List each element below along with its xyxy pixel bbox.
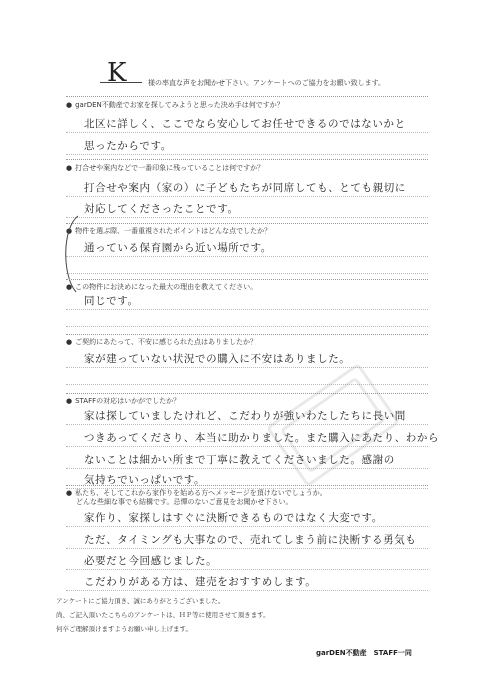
divider (66, 159, 428, 160)
question-3-text: 物件を選ぶ際、一番重視されたポイントはどんな点でしたか？ (75, 227, 272, 235)
answer-7-line-3: 必要だと今回感じました。 (84, 555, 218, 567)
answer-rule (66, 526, 428, 527)
answer-rule (66, 132, 428, 133)
answer-rule (66, 590, 428, 591)
question-5-text: ご契約にあたって、不安に感じられた点はありましたか？ (75, 338, 257, 346)
answer-4-line-1: 同じです。 (84, 295, 139, 307)
answer-6-line-3: ないことは細かい所まで丁寧に教えてくださいました。感謝の (84, 454, 395, 466)
answer-rule (66, 326, 428, 327)
footer-usage-note: 尚、ご記入頂いたこちらのアンケートは、ＨＰ等に使用させて頂きます。 (56, 611, 270, 619)
answer-6-line-1: 家は探していましたけれど、こだわりが強いわたしたちに長い間 (84, 410, 406, 422)
answer-6-line-4: 気持ちでいっぱいです。 (84, 474, 206, 486)
answer-rule (66, 309, 428, 310)
question-6: ● STAFFの対応はいかがでしたか？ (66, 397, 181, 405)
footer-thanks: アンケートにご協力頂き、誠にありがとうございました。 (56, 597, 225, 605)
answer-rule (66, 569, 428, 570)
answer-rule (66, 196, 428, 197)
footer-request: 何卒ご理解頂けますようお願い申し上げます。 (56, 625, 192, 633)
intro-text: 様の率直な声をお聞かせ下さい。アンケートへのご協力をお願い致します。 (148, 79, 386, 87)
question-2: ● 打合せや案内などで一番印象に残っていることは何ですか？ (66, 164, 265, 172)
answer-rule (66, 548, 428, 549)
answer-rule (66, 273, 428, 274)
name-underline (100, 82, 142, 83)
answer-2-line-1: 打合せや案内（家の）に子どもたちが同席しても、とても親切に (84, 182, 406, 194)
answer-1-line-1: 北区に詳しく、ここでなら安心してお任せできるのではないかと (84, 118, 406, 130)
question-4: ● この物件にお決めになった最大の理由を教えてください。 (66, 283, 258, 291)
divider (66, 223, 428, 224)
question-7: ● 私たち、そしてこれから家作りを始める方へメッセージを頂けないでしょうか。 (66, 489, 327, 497)
answer-2-line-2: 対応してくださったことです。 (84, 203, 239, 215)
answer-3-line-1: 通っている保育園から近い場所です。 (84, 242, 272, 254)
question-3: ● 物件を選ぶ際、一番重視されたポイントはどんな点でしたか？ (66, 227, 272, 235)
answer-1-line-2: 思ったからです。 (84, 140, 172, 152)
question-7-text: 私たち、そしてこれから家作りを始める方へメッセージを頂けないでしょうか。 (75, 489, 327, 497)
answer-rule (66, 256, 428, 257)
answer-5-line-1: 家が建っていない状況での購入に不安はありました。 (84, 353, 351, 365)
question-6-text: STAFFの対応はいかがでしたか？ (75, 397, 181, 405)
question-1: ● garDEN不動産でお家を探してみようと思った決め手は何ですか？ (66, 101, 284, 109)
question-2-text: 打合せや案内などで一番印象に残っていることは何ですか？ (75, 164, 265, 172)
answer-7-line-1: 家作り、家探しはすぐに決断できるものではなく大変です。 (84, 512, 383, 524)
divider (66, 334, 428, 335)
answer-rule (66, 217, 428, 218)
question-5: ● ご契約にあたって、不安に感じられた点はありましたか？ (66, 338, 257, 346)
question-4-text: この物件にお決めになった最大の理由を教えてください。 (75, 283, 258, 291)
footer-signature: garDEN不動産 STAFF一同 (316, 649, 412, 657)
answer-7-line-2: ただ、タイミングも大事なので、売れてしまう前に決断する勇気も (84, 534, 417, 546)
divider (66, 96, 428, 97)
divider (66, 279, 428, 280)
question-7-subtext: どんな些細な事でも結構です。忌憚のないご意見をお聞かせ下さい。 (76, 498, 293, 506)
answer-rule (66, 154, 428, 155)
customer-initial: K (107, 58, 127, 88)
question-1-text: garDEN不動産でお家を探してみようと思った決め手は何ですか？ (75, 101, 284, 109)
answer-6-line-2: つきあってくださり、本当に助かりました。また購入にあたり、わから (84, 432, 440, 444)
answer-7-line-4: こだわりがある方は、建売をおすすめします。 (84, 576, 317, 588)
watermark-stamp (258, 350, 408, 500)
